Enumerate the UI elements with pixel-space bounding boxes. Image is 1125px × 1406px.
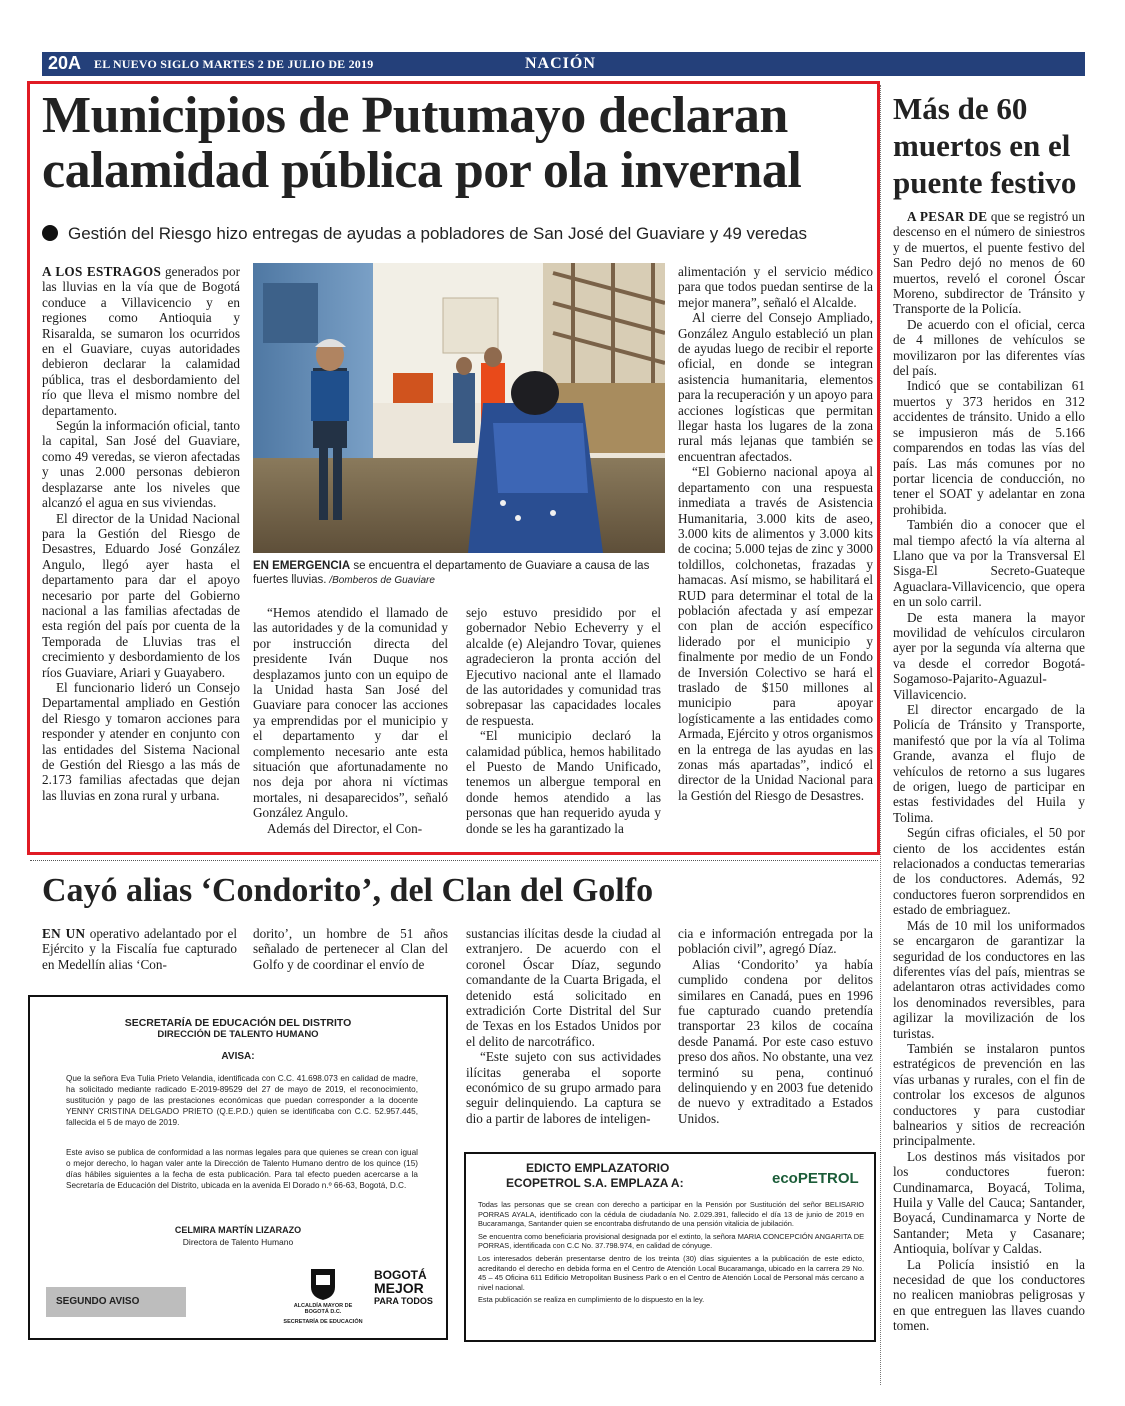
ad-avisa: AVISA: <box>221 1051 255 1062</box>
main-column-4 <box>678 264 873 803</box>
paragraph: La Policía insistió en la necesidad de que los conductores no realicen maniobras peligrosas y en que entreguen las llaves cuando tomen. <box>893 1256 1085 1334</box>
ad-signer: CELMIRA MARTÍN LIZARAZO <box>174 1225 302 1235</box>
lead-in: A PESAR DE <box>907 209 988 224</box>
main-column-1 <box>42 264 240 803</box>
bullet-icon <box>42 225 58 241</box>
ad-body <box>478 1200 864 1308</box>
paragraph: Los destinos más visitados por los conductores fueron: Cundinamarca, Boyacá, Tolima, Huila y Valle del Cauca; Santander, Boyacá, Cundinamarca y Norte de Santander; Meta y Casanare; Antioquia, bolívar y Caldas. <box>893 1148 1085 1257</box>
paragraph: Además del Director, el Con- <box>267 820 423 836</box>
section-name: NACIÓN <box>525 55 596 72</box>
page-header-bar <box>42 52 1085 76</box>
seal-icon <box>308 1267 338 1301</box>
flood-photo <box>253 263 665 553</box>
ecopetrol-notice-ad <box>464 1152 876 1342</box>
notice-badge: SEGUNDO AVISO <box>46 1287 186 1317</box>
paragraph: alimentación y el servicio médico para que todos puedan sentirse de la mejor manera”, señaló el Alcalde. <box>678 264 873 310</box>
ad-body: Este aviso se publica de conformidad a las normas legales para que quienes se crean con igual o mejor derecho, lo hagan valer ante la Dirección de Talento Humano dentro de los quince (15) días hábiles siguientes a la fecha de esta publicación. Para tal efecto pueden acercarse a la Secretaría de Educación del Distrito, ubicada en la avenida El Dorado n.º 66-63, Bogotá, D.C. <box>66 1148 418 1190</box>
sidebar-headline: Más de 60 muertos en el puente festivo <box>893 91 1077 200</box>
publication-line: EL NUEVO SIGLO MARTES 2 DE JULIO DE 2019 <box>94 57 374 71</box>
second-headline: Cayó alias ‘Condorito’, del Clan del Golfo <box>42 872 654 909</box>
paragraph: El director encargado de la Policía de Tránsito y Transporte, manifestó que por la vía al Tolima Grande, avanza el flujo de vehículos de retorno a sus lugares de origen, luego de participar en estas festividades del Huila y Tolima. <box>893 702 1085 825</box>
section-divider <box>30 860 878 861</box>
photo-caption <box>253 559 665 588</box>
ad-signer-title: Directora de Talento Humano <box>182 1237 294 1247</box>
second-column-2 <box>253 926 448 972</box>
paragraph: sejo estuvo presidido por el gobernador Nebio Echeverry y el alcalde (e) Alejandro Tovar, quienes agradecieron la pronta acción del Ejecutivo nacional ante el llamado de las autoridades y comunidad tras sobrepasar las capacidades locales de respuesta. <box>466 605 661 728</box>
subhead-text: Gestión del Riesgo hizo entregas de ayudas a pobladores de San José del Guaviare y 49 veredas <box>68 224 808 243</box>
brand-line: PARA TODOS <box>374 1296 433 1306</box>
main-subhead <box>42 224 872 244</box>
page-number: 20A <box>48 53 82 73</box>
ad-paragraph: Los interesados deberán presentarse dentro de los treinta (30) días siguientes a la publicación de este edicto, acreditando el derecho en debida forma en el Centro de Atención Local Bucaramanga, ubicado en la carrera 29 No. 45 – 45 Oficina 611 Edificio Metropolitan Business Park o en el Centro de Atención Local de Personal más cercano a nivel nacional. <box>478 1253 864 1292</box>
paragraph <box>42 926 237 972</box>
ad-paragraph: Esta publicación se realiza en cumplimiento de lo dispuesto en la ley. <box>478 1295 705 1305</box>
bogota-seal <box>282 1267 364 1333</box>
paragraph: “El municipio declaró la calamidad pública, hemos habilitado el Puesto de Mando Unificado, tenemos un albergue temporal en donde hemos atendido a las personas que han requerido ayuda y donde se les ha garantizado la <box>466 728 661 836</box>
second-column-1 <box>42 926 237 972</box>
paragraph: cia e información entregada por la población civil”, agregó Díaz. <box>678 926 873 957</box>
paragraph <box>893 209 1085 317</box>
paragraph: Alias ‘Condorito’ ya había cumplido condena por delitos similares en Canadá, pues en 1996 fue capturado cuando pretendía transportar 23 kilos de cocaína desde Panamá. Por este caso estuvo preso dos años. No obstante, una vez terminó su pena, continuó delinquiendo y en 2003 fue detenido de nuevo y extraditado a Estados Unidos. <box>678 956 873 1126</box>
main-column-2 <box>253 605 448 836</box>
paragraph: dorito’, un hombre de 51 años señalado de pertenecer al Clan del Golfo y de coordinar el envío de <box>253 926 448 972</box>
brand-line: MEJOR <box>374 1280 424 1296</box>
brand-line: BOGOTÁ <box>374 1268 427 1282</box>
paragraph-text: operativo adelantado por el Ejército y la Fiscalía fue capturado en Medellín alias ‘Con- <box>42 926 237 972</box>
caption-text: se encuentra el departamento de Guaviare a causa de las fuertes lluvias. <box>253 560 650 586</box>
seal-caption: ALCALDÍA MAYOR DE BOGOTÁ D.C. <box>293 1303 353 1315</box>
education-notice-ad <box>28 995 448 1340</box>
main-column-3 <box>466 605 661 836</box>
paragraph: Más de 10 mil los uniformados se encargaron de garantizar la seguridad de los conductores en las diferentes vías del país, mientras se adelantaron otras actividades como los denominados reversibles, para agilizar la movilización de los turistas. <box>893 917 1085 1041</box>
caption-lead: EN EMERGENCIA <box>253 560 351 572</box>
paragraph: También dio a conocer que el mal tiempo afectó la vía alterna al Llano que va por la Transversal El Sisga-El Secreto-Guateque Aguaclara-Villavicencio, que opera en un solo carril. <box>893 517 1085 610</box>
ad-paragraph: Todas las personas que se crean con derecho a participar en la Pensión por Sustitución del señor BELISARIO PORRAS AYALA, identificado con la cédula de ciudadanía No. 2.029.391, fallecido el día 13 de junio de 2019 en Bucaramanga, Santander quien se encontraba disfrutando de una pensión vitalicia de jubilación. <box>478 1200 864 1229</box>
paragraph: sustancias ilícitas desde la ciudad al extranjero. De acuerdo con el coronel Óscar Díaz, segundo comandante de la Cuarta Brigada, el detenido está solicitado en extradición Corte Distrital del Sur de Texas en los Estados Unidos por el delito de narcotráfico. <box>466 926 661 1049</box>
paragraph: El funcionario lideró un Consejo Departamental ampliado en Gestión del Riesgo y tomaron acciones para responder y atender en conjunto con las entidades del Sistema Nacional de Gestión del Riesgo a las más de 2.173 familias afectadas que dejan las lluvias en zona rural y urbana. <box>42 679 240 803</box>
paragraph: Indicó que se contabilizan 61 muertos y 373 heridos en 312 accidentes de tránsito. Unido a ello se impusieron más de 5.166 comparendos en todas las vías del país. Las más comunes por no portar licencia de conducción, no tener el SOAT y adelantar en zona prohibida. <box>893 378 1085 517</box>
paragraph: El director de la Unidad Nacional para la Gestión del Riesgo de Desastres, Eduardo José González Angulo, llegó ayer hasta el departamento para dar el apoyo necesario por parte del Gobierno nacional a las familias afectadas de esta región del país por cuenta de la Temporada de Lluvias tras el crecimiento y desbordamiento de los ríos Guaviare, Ariari y Guayabero. <box>42 510 240 680</box>
paragraph <box>42 264 240 418</box>
paragraph: De esta manera la mayor movilidad de vehículos circularon ayer por la segunda vía alterna que va desde el corredor Bogotá-Sogamoso-Pajarito-Aguazul-Villavicencio. <box>893 609 1085 702</box>
lead-in: EN UN <box>42 926 86 941</box>
main-headline: Municipios de Putumayo declaran calamidad pública por ola invernal <box>42 87 802 199</box>
paragraph: “Este sujeto con sus actividades ilícitas generaba el soporte económico de su grupo armado para seguir delinquiendo. La captura se dio a partir de labores de inteligen- <box>466 1049 661 1126</box>
bogota-brand <box>374 1269 444 1325</box>
paragraph: “Hemos atendido el llamado de las autoridades y de la comunidad y por instrucción directa del presidente Iván Duque nos desplazamos junto con un equipo de la Unidad hasta San José del Guaviare para conocer las acciones ya emprendidas por el municipio y el departamento y dar el complemento necesario ante esta situación que afortunadamente no nos deja por ahora ni víctimas mortales, ni desaparecidos”, señaló González Angulo. <box>253 605 448 821</box>
paragraph: Según la información oficial, tanto la capital, San José del Guaviare, como 49 veredas, se vieron afectadas y unas 2.000 personas debieron desplazarse ante los niveles que alcanzó el agua en sus viviendas. <box>42 418 240 511</box>
paragraph: “El Gobierno nacional apoya al departamento con una respuesta inmediata a través de Asistencia Humanitaria, 3.000 kits de aseo, 3.000 kits de alimentos y 3.000 kits de cocina; 5.000 tejas de zinc y 3000 toldillos, colchonetas, frazadas y hamacas. Así mismo, se habilitará el RUD para determinar el total de la población afectada y así empezar con plan de acción específico liderado por el municipio y finalmente por medio de un Fondo de Inversión Colectivo se hará el traslado de $150 millones al municipio para apoyar logísticamente a las entidades como Armada, Ejército y otros organismos en la entrega de las ayudas en las zonas más apartadas”, indicó el director de la Unidad Nacional para la Gestión del Riesgo de Desastres. <box>678 464 873 803</box>
second-column-3 <box>466 926 661 1126</box>
ad-paragraph: Se encuentra como beneficiaria provisional designada por el extinto, la señora MARIA CONCEPCIÓN ANGARITA DE PORRAS, identificada con C.C No. 37.798.974, en calidad de cónyuge. <box>478 1231 864 1251</box>
paragraph-text: generados por las lluvias en la vía que de Bogotá conduce a Villavicencio y en regiones como Antioquia y Risaralda, se sumaron los ocurridos en el Guaviare, cuyas autoridades debieron declarar la calamidad pública, tras el desbordamiento del río que lleva el mismo nombre del departamento. <box>42 264 240 418</box>
paragraph: De acuerdo con el oficial, cerca de 4 millones de vehículos se movilizaron por las diferentes vías del país. <box>893 316 1085 379</box>
ad-subtitle: DIRECCIÓN DE TALENTO HUMANO <box>157 1029 319 1040</box>
paragraph: Según cifras oficiales, el 50 por ciento de los accidentes están relacionados a conductas temerarias de los conductores. Además, 92 conductores fueron sorprendidos en estado de embriaguez. <box>893 825 1085 918</box>
paragraph-text: que se registró un descenso en el número de siniestros y de muertos, el puente festivo del San Pedro dejó no menos de 60 muertos, reveló el coronel Óscar Moreno, subdirector de Tránsito y Transporte de la Policía. <box>893 209 1085 317</box>
seal-caption-2: SECRETARÍA DE EDUCACIÓN <box>283 1319 363 1325</box>
second-column-4 <box>678 926 873 1126</box>
ad-title: EDICTO EMPLAZATORIO <box>526 1161 670 1175</box>
column-divider <box>880 85 881 1385</box>
ecopetrol-logo: ecoPETROL <box>772 1170 859 1187</box>
ad-subtitle: ECOPETROL S.A. EMPLAZA A: <box>506 1176 684 1190</box>
paragraph: Al cierre del Consejo Ampliado, González Angulo estableció un plan de ayudas luego de recibir el reporte oficial, en donde se integran asistencia humanitaria, elementos para la recuperación y un apoyo para acciones logísticas que permitan llegar hasta los lugares de la zona rural más lejanas que también se encuentran afectados. <box>678 310 873 464</box>
ad-title: SECRETARÍA DE EDUCACIÓN DEL DISTRITO <box>124 1017 352 1029</box>
paragraph: También se instalaron puntos estratégicos de prevención en las vías urbanas y rurales, con el fin de controlar los excesos de algunos conductores y para custodiar balnearios y sitios de recreación principalmente. <box>893 1040 1085 1149</box>
sidebar-column <box>893 209 1085 1334</box>
ad-body: Que la señora Eva Tulia Prieto Velandia, identificada con C.C. 41.698.073 en calidad de madre, ha solicitado mediante radicado E-2019-89529 del 27 de mayo de 2019, el reconocimiento, sustitución y pago de las prestaciones económicas que puedan corresponder a la docente YENNY CRISTINA DELGADO PRIETO (Q.E.P.D.) quien se identificaba con C.C. 52.957.445, fallecida el 5 de mayo de 2019. <box>66 1074 418 1127</box>
photo-credit: /Bomberos de Guaviare <box>326 575 435 586</box>
lead-in: A LOS ESTRAGOS <box>42 264 162 279</box>
